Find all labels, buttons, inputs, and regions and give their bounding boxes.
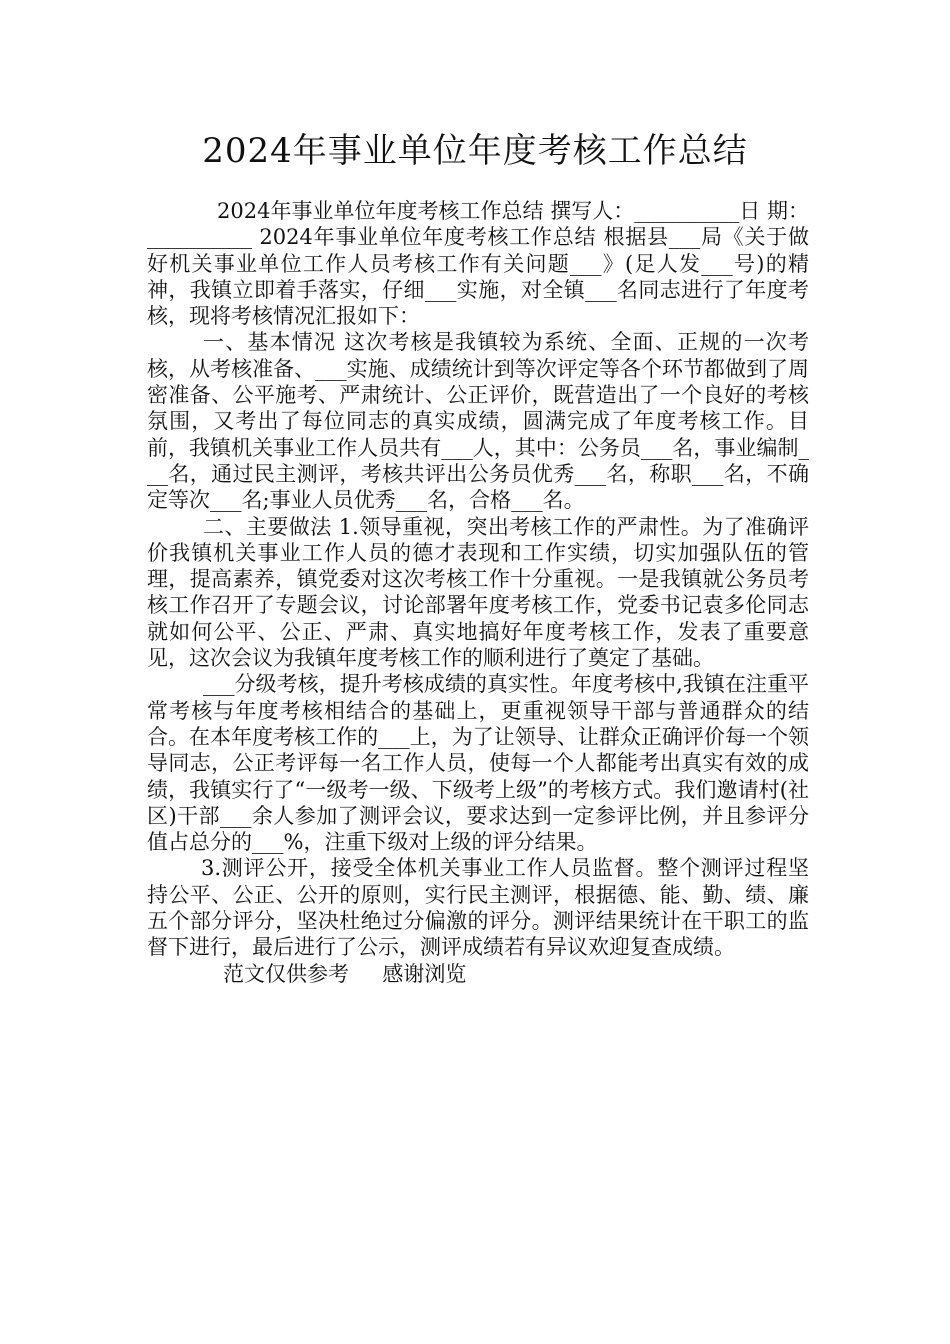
document-title: 2024年事业单位年度考核工作总结 <box>202 131 748 171</box>
document-body <box>147 198 809 987</box>
section-graded-assessment: ___分级考核，提升考核成绩的真实性。年度考核中,我镇在注重平常考核与年度考核相结合的基础上，更重视领导干部与普通群众的结合。在本年度考核工作的___上，为了让领导、让群众正确评价每一个领导同志，公正考评每一名工作人员，使每一个人都能考出真实有效的成绩，我镇实行了“一级考一级、下级考上级”的考核方式。我们邀请村(社区)干部___余人参加了测评会议，要求达到一定参评比例，并且参评分值占总分的___%，注重下级对上级的评分结果。 <box>147 672 809 855</box>
document-footer: 范文仅供参考 感谢浏览 <box>223 961 467 986</box>
section-open-evaluation: 3.测评公开，接受全体机关事业工作人员监督。整个测评过程坚持公平、公正、公开的原则，实行民主测评，根据德、能、勤、绩、廉五个部分评分，坚决杜绝过分偏激的评分。测评结果统计在干职工的监督下进行，最后进行了公示，测评成绩若有异议欢迎复查成绩。 <box>147 856 809 960</box>
section-main-practices: 二、主要做法 1.领导重视，突出考核工作的严肃性。为了准确评价我镇机关事业工作人员的德才表现和工作实绩，切实加强队伍的管理，提高素养，镇党委对这次考核工作十分重视。一是我镇就公务员考核工作召开了专题会议，讨论部署年度考核工作，党委书记袁多伦同志就如何公平、公正、严肃、真实地搞好年度考核工作，发表了重要意见，这次会议为我镇年度考核工作的顺利进行了奠定了基础。 <box>147 514 809 671</box>
intro-paragraph: 2024年事业单位年度考核工作总结 撰写人：__________日 期：__________ 2024年事业单位年度考核工作总结 根据县___局《关于做好机关事业单位工作人员考核工作有关问题___》(足人发___号)的精神，我镇立即着手落实，仔细___实施，对全镇___名同志进行了年度考核，现将考核情况汇报如下： <box>147 199 809 329</box>
section-basic-situation: 一、基本情况 这次考核是我镇较为系统、全面、正规的一次考核，从考核准备、___实施、成绩统计到等次评定等各个环节都做到了周密准备、公平施考、严肃统计、公正评价，既营造出了一个良好的考核氛围，又考出了每位同志的真实成绩，圆满完成了年度考核工作。目前，我镇机关事业工作人员共有___人，其中：公务员___名，事业编制___名，通过民主测评，考核共评出公务员优秀___名，称职___名，不确定等次___名;事业人员优秀___名，合格___名。 <box>147 330 809 513</box>
